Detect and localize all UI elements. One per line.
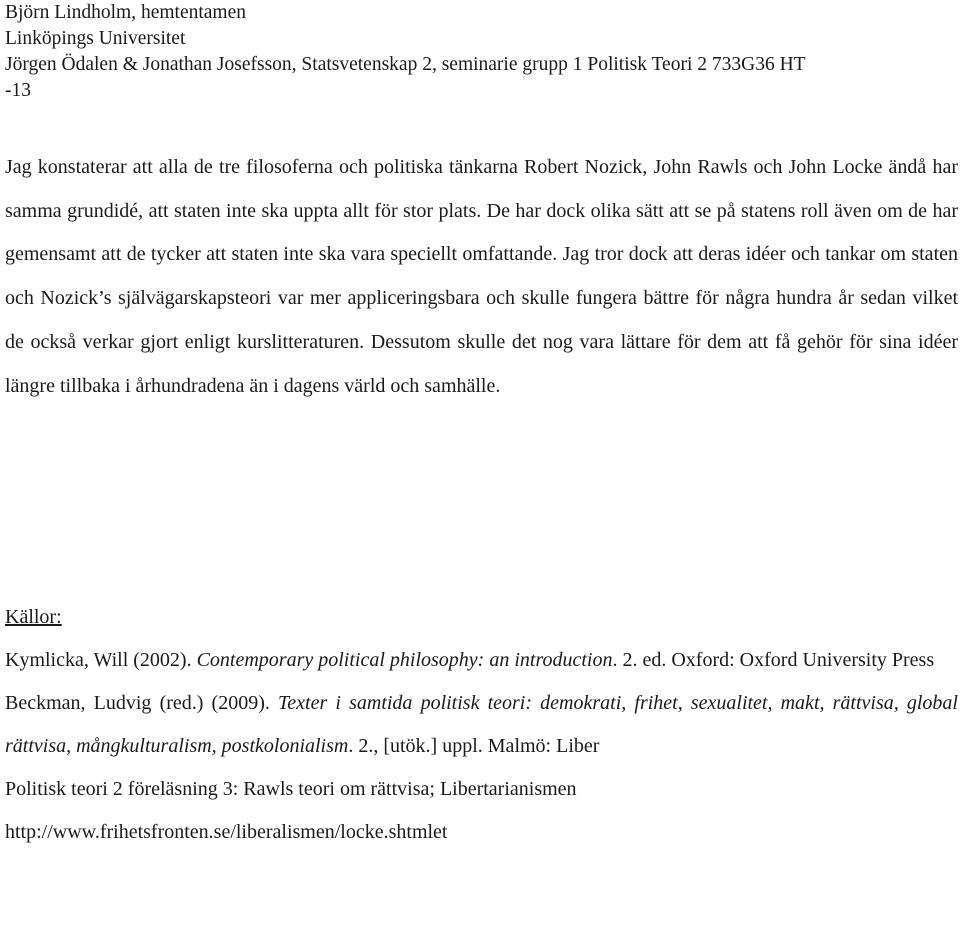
sources-section <box>5 596 960 854</box>
author-line: Björn Lindholm, hemtentamen <box>5 2 246 23</box>
reference-publisher: . 2., [utök.] uppl. Malmö: Liber <box>348 735 600 757</box>
reference-item <box>5 682 958 768</box>
reference-title: Contemporary political philosophy: an introduction <box>196 649 613 671</box>
lecture-reference: Politisk teori 2 föreläsning 3: Rawls teori om rättvisa; Libertarianismen <box>5 778 577 800</box>
document-page <box>5 0 960 843</box>
course-line: Jörgen Ödalen & Jonathan Josefsson, Statsvetenskap 2, seminarie grupp 1 Politisk Teori 2 733G36 HT <box>5 54 806 75</box>
url-reference[interactable]: http://www.frihetsfronten.se/liberalismen/locke.shtmlet <box>5 821 448 843</box>
reference-item <box>5 639 958 682</box>
term-line: -13 <box>5 80 31 101</box>
sources-heading: Källor: <box>5 606 62 628</box>
reference-author: Beckman, Ludvig (red.) (2009). <box>5 692 279 714</box>
reference-author: Kymlicka, Will (2002). <box>5 649 197 671</box>
reference-title: Texter i samtida politisk teori: demokrati, frihet, sexualitet, makt, rättvisa, global rättvisa, mångkulturalism, postkolonialism <box>5 692 958 757</box>
conclusion-paragraph: Jag konstaterar att alla de tre filosoferna och politiska tänkarna Robert Nozick, John Rawls och John Locke ändå har samma grundidé, att staten inte ska uppta allt för stor plats. De har dock olika sätt att se på statens roll även om de har gemensamt att de tycker att staten inte ska vara speciellt omfattande. Jag tror dock att deras idéer och tankar om staten och Nozick’s självägarskapsteori var mer appliceringsbara och skulle fungera bättre för några hundra år sedan vilket de också verkar gjort enligt kurslitteraturen. Dessutom skulle det nog vara lättare för dem att få gehör för sina idéer längre tillbaka i århundradena än i dagens värld och samhälle. <box>5 156 958 397</box>
document-header <box>5 0 960 104</box>
reference-publisher: . 2. ed. Oxford: Oxford University Press <box>612 649 935 671</box>
university-line: Linköpings Universitet <box>5 28 186 49</box>
